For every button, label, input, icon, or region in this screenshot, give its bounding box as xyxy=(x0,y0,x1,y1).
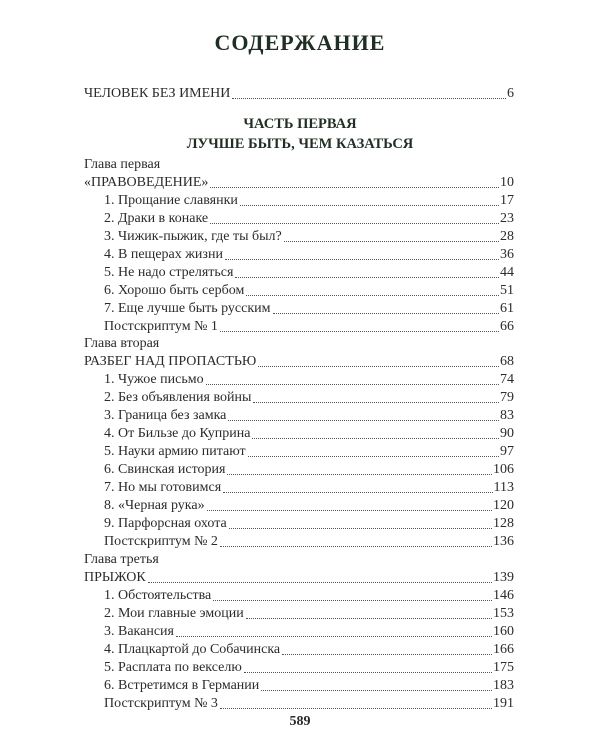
toc-entry-page: 106 xyxy=(493,462,514,477)
toc-entry-section[interactable] xyxy=(104,640,514,658)
toc-entry-section[interactable] xyxy=(104,370,514,388)
toc-entry-section[interactable] xyxy=(104,191,514,209)
toc-entry-page: 79 xyxy=(500,390,514,405)
toc-entry-page: 160 xyxy=(493,624,514,639)
toc-entry-postscript[interactable] xyxy=(104,532,514,550)
toc-entry-title: Постскриптум № 2 xyxy=(104,534,218,549)
toc-entry-title: 1. Обстоятельства xyxy=(104,588,212,603)
toc-entry-page: 90 xyxy=(500,426,514,441)
dot-leader xyxy=(206,384,499,385)
toc-entry-title: «ПРАВОВЕДЕНИЕ» xyxy=(84,175,209,190)
dot-leader xyxy=(252,438,499,439)
toc-entry-section[interactable] xyxy=(104,514,514,532)
toc-entry-title: 5. Науки армию питают xyxy=(104,444,246,459)
toc-entry-page: 61 xyxy=(500,301,514,316)
dot-leader xyxy=(246,295,499,296)
dot-leader xyxy=(223,492,492,493)
dot-leader xyxy=(273,313,500,314)
page-heading: СОДЕРЖАНИЕ xyxy=(214,30,386,55)
dot-leader xyxy=(210,223,499,224)
toc-entry-page: 113 xyxy=(493,480,514,495)
toc-entry-page: 97 xyxy=(500,444,514,459)
toc-entry-page: 17 xyxy=(500,193,514,208)
toc-entry-section[interactable] xyxy=(104,496,514,514)
toc-entry-page: 83 xyxy=(500,408,514,423)
toc-entry-title: 8. «Черная рука» xyxy=(104,498,205,513)
toc-entry-page: 120 xyxy=(493,498,514,513)
toc-entry-page: 68 xyxy=(500,354,514,369)
dot-leader xyxy=(220,546,492,547)
chapter-label: Глава третья xyxy=(84,552,159,567)
toc-entry-section[interactable] xyxy=(104,442,514,460)
toc-entry-section[interactable] xyxy=(104,281,514,299)
toc-entry-title: ЧЕЛОВЕК БЕЗ ИМЕНИ xyxy=(84,86,231,101)
toc-entry-page: 66 xyxy=(500,319,514,334)
toc-entry-title: 6. Хорошо быть сербом xyxy=(104,283,245,298)
toc-entry-postscript[interactable] xyxy=(104,694,514,712)
toc-entry-section[interactable] xyxy=(104,209,514,227)
toc-entry-title: 1. Прощание славянки xyxy=(104,193,238,208)
toc-entry-page: 23 xyxy=(500,211,514,226)
dot-leader xyxy=(235,277,499,278)
toc-entry-chapter[interactable] xyxy=(84,352,514,370)
toc-entry-title: 6. Встретимся в Германии xyxy=(104,678,260,693)
toc-entry-page: 166 xyxy=(493,642,514,657)
toc-entry-page: 175 xyxy=(493,660,514,675)
toc-entry-page: 191 xyxy=(493,696,514,711)
dot-leader xyxy=(284,241,499,242)
dot-leader xyxy=(220,331,499,332)
toc-entry-page: 36 xyxy=(500,247,514,262)
toc-entry-section[interactable] xyxy=(104,658,514,676)
toc-entry-section[interactable] xyxy=(104,406,514,424)
toc-entry-section[interactable] xyxy=(104,586,514,604)
dot-leader xyxy=(261,690,492,691)
toc-entry-title: 3. Чижик-пыжик, где ты был? xyxy=(104,229,282,244)
dot-leader xyxy=(258,366,499,367)
dot-leader xyxy=(246,618,492,619)
toc-entry-chapter[interactable] xyxy=(84,173,514,191)
toc-entry-page: 44 xyxy=(500,265,514,280)
dot-leader xyxy=(282,654,492,655)
toc-entry-section[interactable] xyxy=(104,478,514,496)
toc-entry-title: 1. Чужое письмо xyxy=(104,372,204,387)
toc-entry-intro[interactable] xyxy=(84,84,514,102)
toc-entry-title: 6. Свинская история xyxy=(104,462,226,477)
toc-entry-section[interactable] xyxy=(104,676,514,694)
toc-entry-title: 2. Мои главные эмоции xyxy=(104,606,244,621)
toc-entry-title: 3. Вакансия xyxy=(104,624,174,639)
toc-entry-page: 139 xyxy=(493,570,514,585)
dot-leader xyxy=(210,187,499,188)
toc-entry-chapter[interactable] xyxy=(84,568,514,586)
toc-entry-title: 4. В пещерах жизни xyxy=(104,247,223,262)
toc-entry-title: 2. Без объявления войны xyxy=(104,390,252,405)
dot-leader xyxy=(227,474,492,475)
chapter-label: Глава первая xyxy=(84,157,161,172)
toc-entry-page: 128 xyxy=(493,516,514,531)
part-number: ЧАСТЬ ПЕРВАЯ xyxy=(243,116,357,132)
chapter-label: Глава вторая xyxy=(84,336,160,351)
dot-leader xyxy=(207,510,492,511)
page-number: 589 xyxy=(289,714,311,729)
toc-entry-section[interactable] xyxy=(104,424,514,442)
toc-entry-page: 153 xyxy=(493,606,514,621)
toc-entry-section[interactable] xyxy=(104,460,514,478)
toc-entry-page: 6 xyxy=(507,86,514,101)
toc-entry-section[interactable] xyxy=(104,245,514,263)
dot-leader xyxy=(148,582,492,583)
toc-entry-page: 136 xyxy=(493,534,514,549)
dot-leader xyxy=(225,259,499,260)
toc-entry-title: Постскриптум № 1 xyxy=(104,319,218,334)
toc-entry-title: 7. Еще лучше быть русским xyxy=(104,301,271,316)
toc-entry-page: 28 xyxy=(500,229,514,244)
toc-entry-section[interactable] xyxy=(104,263,514,281)
toc-entry-page: 183 xyxy=(493,678,514,693)
toc-entry-title: 9. Парфорсная охота xyxy=(104,516,227,531)
dot-leader xyxy=(228,420,499,421)
dot-leader xyxy=(176,636,492,637)
toc-entry-section[interactable] xyxy=(104,227,514,245)
dot-leader xyxy=(220,708,492,709)
toc-entry-section[interactable] xyxy=(104,604,514,622)
toc-entry-page: 74 xyxy=(500,372,514,387)
toc-entry-title: 2. Драки в конаке xyxy=(104,211,209,226)
toc-entry-postscript[interactable] xyxy=(104,317,514,335)
dot-leader xyxy=(240,205,499,206)
toc-entry-title: ПРЫЖОК xyxy=(84,570,146,585)
dot-leader xyxy=(232,98,506,99)
toc-entry-page: 10 xyxy=(500,175,514,190)
toc-entry-title: 5. Не надо стреляться xyxy=(104,265,234,280)
part-title: ЛУЧШЕ БЫТЬ, ЧЕМ КАЗАТЬСЯ xyxy=(186,136,414,152)
toc-entry-title: 4. От Бильзе до Куприна xyxy=(104,426,251,441)
dot-leader xyxy=(244,672,492,673)
toc-entry-page: 51 xyxy=(500,283,514,298)
toc-entry-title: 3. Граница без замка xyxy=(104,408,227,423)
dot-leader xyxy=(229,528,492,529)
toc-entry-title: РАЗБЕГ НАД ПРОПАСТЬЮ xyxy=(84,354,257,369)
toc-entry-section[interactable] xyxy=(104,622,514,640)
dot-leader xyxy=(248,456,499,457)
toc-entry-section[interactable] xyxy=(104,388,514,406)
toc-entry-section[interactable] xyxy=(104,299,514,317)
toc-entry-title: 7. Но мы готовимся xyxy=(104,480,222,495)
toc-entry-title: 5. Расплата по векселю xyxy=(104,660,242,675)
toc-entry-page: 146 xyxy=(493,588,514,603)
toc-entry-title: Постскриптум № 3 xyxy=(104,696,218,711)
dot-leader xyxy=(213,600,492,601)
toc-entry-title: 4. Плацкартой до Собачинска xyxy=(104,642,281,657)
dot-leader xyxy=(253,402,499,403)
